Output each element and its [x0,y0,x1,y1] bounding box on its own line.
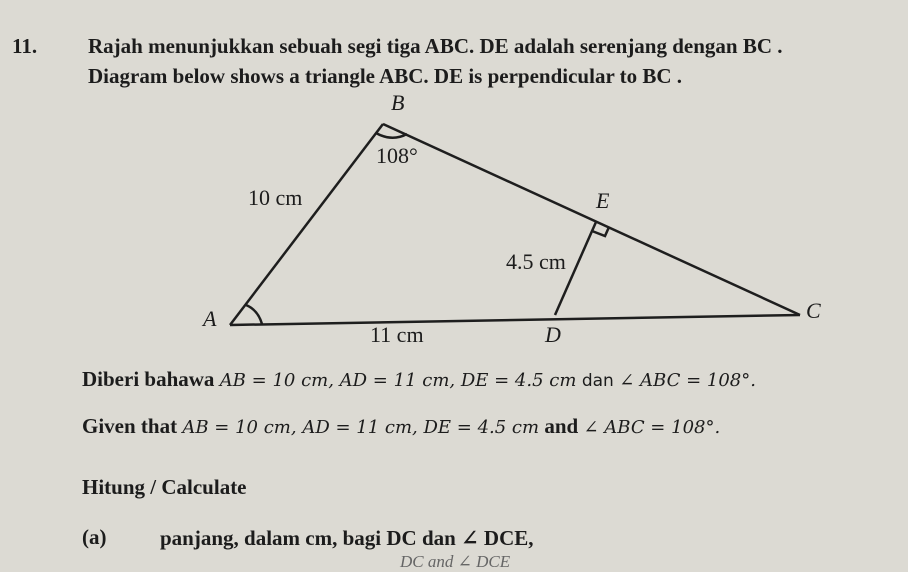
point-e-label: E [596,188,610,213]
part-a-text: panjang, dalam cm, bagi DC dan ∠ DCE, [160,526,534,550]
side-ab-label: 10 cm [248,185,303,210]
angle-a-arc [246,305,262,324]
side-ad-label: 11 cm [370,322,424,347]
vertex-c-label: C [806,298,821,323]
given-malay [82,367,756,392]
vertex-b-label: B [391,90,405,115]
given-english-angle: ∠ ABC = 108°. [583,417,721,438]
given-english-prefix: Given that [82,414,178,438]
point-d-label: D [545,322,561,347]
question-number: 11. [12,34,38,58]
question-text-english: Diagram below shows a triangle ABC. DE is perpendicular to BC . [88,64,683,88]
side-bc-line [383,124,800,315]
side-de-label: 4.5 cm [506,249,566,274]
vertex-a-label: A [203,306,217,331]
given-malay-and: dan [576,371,620,391]
given-malay-angle: ∠ ABC = 108°. [619,370,756,391]
question-text-malay: Rajah menunjukkan sebuah segi tiga ABC. DE adalah serenjang dengan BC . [88,34,783,58]
given-malay-values: AB = 10 cm, AD = 11 cm, DE = 4.5 cm [219,370,577,391]
given-malay-prefix: Diberi bahawa [82,367,215,391]
part-a-label: (a) [82,525,107,549]
side-ac-line [230,315,800,325]
angle-b-label: 108° [376,143,418,168]
part-a-english-cut: DC and ∠ DCE [400,552,511,571]
given-english-and: and [539,414,584,438]
given-english-values: AB = 10 cm, AD = 11 cm, DE = 4.5 cm [182,417,540,438]
calculate-heading: Hitung / Calculate [82,475,247,499]
side-ab-line [230,124,383,325]
given-english [82,414,720,439]
